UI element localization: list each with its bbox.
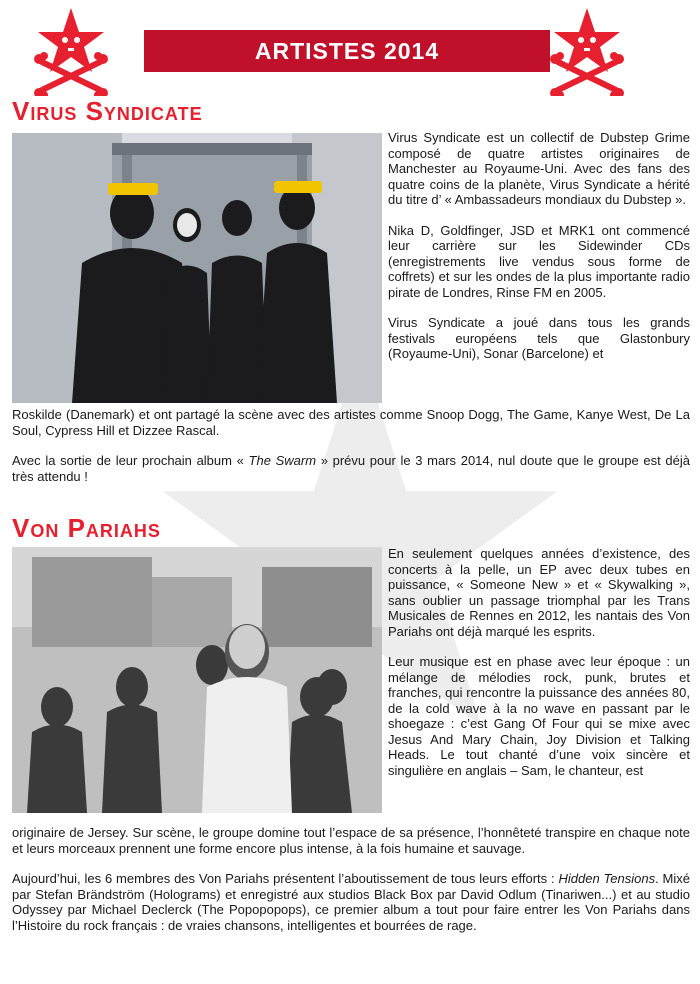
- section-title-von-pariahs: Von Pariahs: [12, 513, 161, 543]
- paragraph-text: » prévu pour le 3 mars 2014, nul doute que le groupe est déjà très attendu !: [12, 453, 690, 484]
- album-title: Hidden Tensions: [558, 871, 656, 886]
- virus-syndicate-photo: [12, 133, 382, 403]
- page-banner-title: ARTISTES 2014: [144, 30, 550, 72]
- von-pariahs-photo: [12, 547, 382, 813]
- star-crossbones-logo-icon: [32, 6, 110, 96]
- paragraph-text: Avec la sortie de leur prochain album «: [12, 453, 249, 468]
- paragraph-text: Aujourd’hui, les 6 membres des Von Pariahs présentent l’aboutissement de tous leurs efforts :: [12, 871, 559, 886]
- star-crossbones-logo-icon: [548, 6, 626, 96]
- section-title-virus-syndicate: Virus Syndicate: [12, 96, 203, 126]
- paragraph: Leur musique est en phase avec leur époque : un mélange de mélodies rock, punk, brutes et franches, qui rencontre la puissance des années 80, de la cold wave à la no wave en passant par le shoegaze : c’est Gang Of Four qui se mixe avec Jesus And Mary Chain, Joy Division et Talking Heads. Le tout chanté d’une voix sincère et singulière en anglais – Sam, le chanteur, est: [388, 654, 690, 778]
- paragraph: [12, 871, 690, 933]
- paragraph: originaire de Jersey. Sur scène, le groupe domine tout l’espace de sa présence, l’honnêteté transpire en chaque note et leurs morceaux prennent une forme encore plus intense, à la fois humaine et sauvage.: [12, 825, 690, 856]
- paragraph: Nika D, Goldfinger, JSD et MRK1 ont commencé leur carrière sur les Sidewinder CDs (enregistrements live vendus sous forme de coffrets) et sur les ondes de la plus importante radio pirate de Londres, Rinse FM en 2005.: [388, 222, 690, 300]
- paragraph: En seulement quelques années d’existence, des concerts à la pelle, un EP avec deux tubes en puissance, « Someone New » et « Skywalking », sans oublier un passage triomphal par les Trans Musicales de Rennes en 2012, les nantais des Von Pariahs ont déjà marqué les esprits.: [388, 546, 690, 639]
- paragraph: [12, 453, 690, 484]
- paragraph-text: . Mixé par Stefan Brändström (Holograms) et enregistré aux studios Black Box par David Odlum (Tinariwen...) et au studio Odyssey par Michael Declerck (The Popopopops), ce premier album a tout pour faire entrer les Von Pariahs dans l’Histoire du rock français : de vraies chansons, intelligentes et bourrées de rage.: [12, 871, 691, 933]
- paragraph: Roskilde (Danemark) et ont partagé la scène avec des artistes comme Snoop Dogg, The Game, Kanye West, De La Soul, Cypress Hill et Dizzee Rascal.: [12, 407, 690, 438]
- paragraph: Virus Syndicate a joué dans tous les grands festivals européens tels que Glastonbury (Royaume-Uni), Sonar (Barcelone) et: [388, 315, 690, 361]
- album-title: The Swarm: [248, 453, 317, 468]
- paragraph: Virus Syndicate est un collectif de Dubstep Grime composé de quatre artistes originaires de Manchester au Royaume-Uni. Avec des fans des quatre coins de la planète, Virus Syndicate a hérité du titre d’ « Ambassadeurs mondiaux du Dubstep ».: [388, 130, 690, 207]
